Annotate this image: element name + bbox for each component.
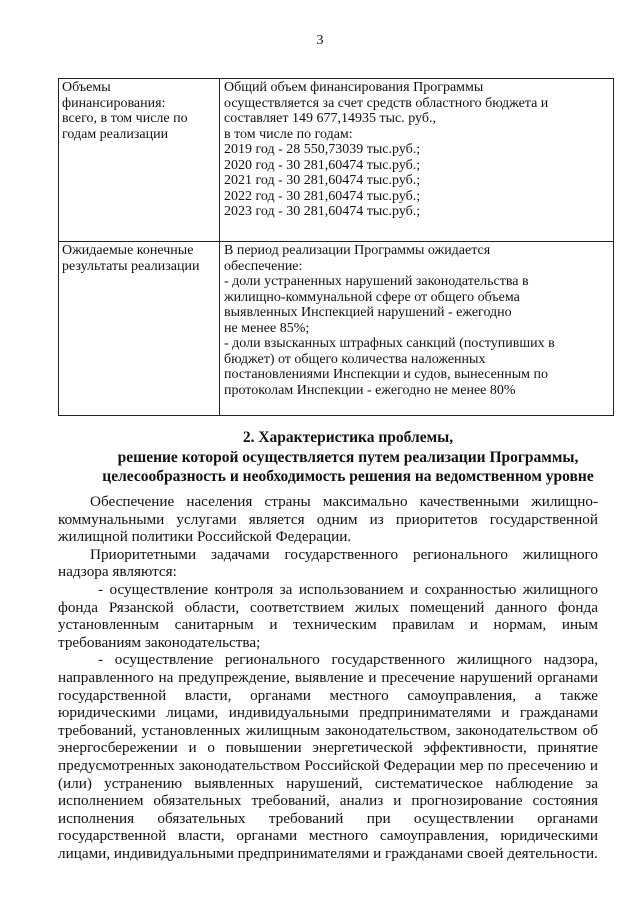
text-line: не менее 85%; xyxy=(224,320,310,336)
text-line: коммунальными услугами является одним из приоритетов государственной xyxy=(58,510,598,528)
text-line: надзора являются: xyxy=(58,563,177,581)
text-line: 2021 год - 30 281,60474 тыс.руб.; xyxy=(224,173,421,188)
text-line: осуществляется за счет средств областного бюджета и xyxy=(224,95,549,111)
table-cell-label xyxy=(59,242,220,416)
text-line: установленным санитарным и техническим правилам и нормам, иным xyxy=(58,616,598,634)
table-row-financing xyxy=(59,79,614,242)
text-line: 2020 год - 30 281,60474 тыс.руб.; xyxy=(224,157,421,173)
text-line: в том числе по годам: xyxy=(224,126,353,142)
text-line: лицами, индивидуальными предпринимателями и гражданами своей деятельности. xyxy=(58,844,598,862)
text-line: постановлениями Инспекции и судов, вынесенным по xyxy=(224,367,549,382)
text-line: составляет 149 677,14935 тыс. руб., xyxy=(224,111,436,126)
text-line: 2019 год - 28 550,73039 тыс.руб.; xyxy=(224,142,421,157)
text-line: исполнением обязательных требований, анализ и прогнозирование состояния xyxy=(58,792,598,810)
table-cell-label xyxy=(59,79,220,242)
text-line: юридическими лицами, индивидуальными предпринимателями и гражданами xyxy=(58,704,598,722)
table-cell-value xyxy=(220,79,614,242)
text-line: Приоритетными задачами государственного регионального жилищного xyxy=(90,545,598,563)
text-line: жилищной политики Российской Федерации. xyxy=(58,528,352,546)
text-line: всего, в том числе по xyxy=(62,111,188,126)
text-line: 2. Характеристика проблемы, xyxy=(242,429,454,446)
text-line: жилищно-коммунальной сфере от общего объема xyxy=(224,289,520,305)
text-line: финансирования: xyxy=(62,95,166,111)
paragraph xyxy=(58,651,598,862)
text-line: результаты реализации xyxy=(62,258,200,274)
text-line: целесообразность и необходимость решения на ведомственном уровне xyxy=(102,468,594,485)
text-line: 2022 год - 30 281,60474 тыс.руб.; xyxy=(224,188,421,204)
page-number: 3 xyxy=(316,33,324,48)
program-passport-table xyxy=(58,78,614,416)
text-line: - доли взысканных штрафных санкций (поступивших в xyxy=(224,336,555,351)
text-line: Ожидаемые конечные xyxy=(62,243,194,258)
text-line: направленного на предупреждение, выявление и пресечение нарушений органами xyxy=(58,668,598,686)
paragraph xyxy=(58,580,598,651)
text-line: государственной власти, органами местного самоуправления, юридическими xyxy=(58,827,598,845)
text-line: годам реализации xyxy=(62,126,169,142)
paragraph xyxy=(58,545,598,581)
paragraph xyxy=(58,493,598,546)
text-line: Обеспечение населения страны максимально качественными жилищно- xyxy=(90,493,598,510)
text-line: Объемы xyxy=(62,80,111,95)
text-line: обеспечение: xyxy=(224,258,303,274)
text-line: фонда Рязанской области, соответствием жилых помещений данного фонда xyxy=(58,598,598,616)
table-row-results xyxy=(59,242,614,416)
text-line: решение которой осуществляется путем реализации Программы, xyxy=(117,448,579,466)
text-line: (или) устранению выявленных нарушений, систематическое наблюдение за xyxy=(58,774,598,792)
text-line: протоколам Инспекции - ежегодно не менее 80% xyxy=(224,382,516,398)
table-cell-value xyxy=(220,242,614,416)
text-line: энергосбережении и о повышении энергетической эффективности, принятие xyxy=(58,739,598,757)
text-line: исполнения обязательных требований при осуществлении органами xyxy=(58,809,598,827)
text-line: - осуществление регионального государственного жилищного надзора, xyxy=(98,651,598,669)
text-line: В период реализации Программы ожидается xyxy=(224,243,491,258)
text-line: бюджет) от общего количества наложенных xyxy=(224,351,486,367)
text-line: - доли устраненных нарушений законодательства в xyxy=(224,274,529,289)
text-line: требованиям законодательства; xyxy=(58,633,261,651)
text-line: - осуществление контроля за использованием и сохранностью жилищного xyxy=(98,580,598,598)
section-body xyxy=(58,493,598,862)
text-line: Общий объем финансирования Программы xyxy=(224,80,484,95)
section-heading xyxy=(78,428,618,487)
text-line: 2023 год - 30 281,60474 тыс.руб.; xyxy=(224,204,421,219)
text-line: государственной власти, органами местного самоуправления, а также xyxy=(58,686,598,704)
text-line: требований, установленных жилищным законодательством, законодательством об xyxy=(58,721,598,739)
text-line: выявленных Инспекцией нарушений - ежегодно xyxy=(224,305,512,320)
text-line: предусмотренных законодательством Российской Федерации мер по пресечению и xyxy=(58,756,598,774)
